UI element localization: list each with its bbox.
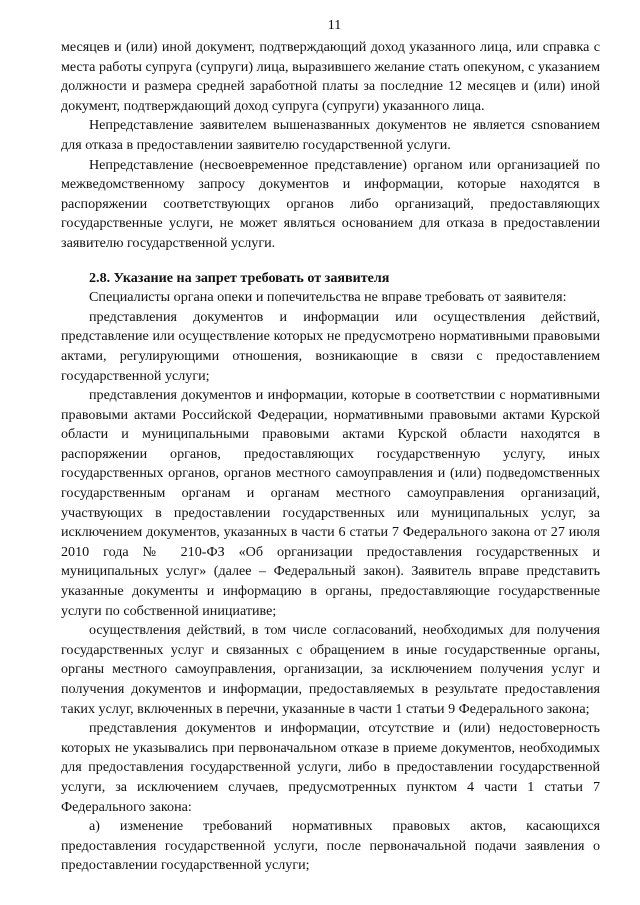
page-number: 11 xyxy=(327,18,342,33)
paragraph-income-document: месяцев и (или) иной документ, подтверждающий доход указанного лица, или справка с места работы супруга (супруги) лица, выразившего желание стать опекуном, с указанием должности и размера средней заработной платы за последние 12 месяцев и (или) иной документ, подтверждающий доход супруга (супруги) указанного лица. xyxy=(61,39,600,114)
paragraph-specialists-not-entitled: Специалисты органа опеки и попечительства не вправе требовать от заявителя: xyxy=(89,289,567,306)
list-item-a-changed-requirements: а) изменение требований нормативных правовых актов, касающихся предоставления государственной услуги, после первоначальной подачи заявления о предоставлении государственной услуги; xyxy=(61,818,600,874)
paragraph-non-submission-not-grounds: Непредставление заявителем вышеназванных документов не является сsnованием для отказа в предоставлении заявителю государственной услуги. xyxy=(61,117,600,153)
list-item-documents-not-required: представления документов и информации или осуществления действий, представление или осуществление которых не предусмотрено нормативными правовыми актами, регулирующими отношения, возникающие в связи с предоставлением государственной услуги; xyxy=(61,308,600,384)
paragraph-interdepartmental-request: Непредставление (несвоевременное представление) органом или организацией по межведомственному запросу документов и информации, которые находятся в распоряжении соответствующих органов либо организаций, предоставляющих государственные услуги, не может являться основанием для отказа в предоставлении заявителю государственной услуги. xyxy=(61,156,600,251)
list-item-documents-held-by-agencies: представления документов и информации, которые в соответствии с нормативными правовыми актами Российской Федерации, нормативными правовыми актами Курской области и муниципальными правовыми актами Курской области находятся в распоряжении органов, предоставляющих государственную услугу, иных государственных органов, органов местного самоуправления и (или) подведомственных государственным органам и органам местного самоуправления организаций, участвующих в предоставлении государственных или муниципальных услуг, за исключением документов, указанных в части 6 статьи 7 Федерального закона от 27 июля 2010 года № 210-ФЗ «Об организации предоставления государственных и муниципальных услуг» (далее – Федеральный закон). Заявитель вправе представить указанные документы и информацию в органы, предоставляющие государственные услуги по собственной инициативе; xyxy=(61,387,600,619)
list-item-documents-not-indicated: представления документов и информации, отсутствие и (или) недостоверность которых не указывались при первоначальном отказе в приеме документов, необходимых для предоставления государственной услуги, либо в предоставлении государственной услуги, за исключением случаев, предусмотренных пунктом 4 части 1 статьи 7 Федерального закона: xyxy=(61,720,600,815)
section-heading: 2.8. Указание на запрет требовать от заявителя xyxy=(89,269,390,286)
list-item-actions-approvals: осуществления действий, в том числе согласований, необходимых для получения государственных услуг и связанных с обращением в иные государственные органы, органы местного самоуправления, организации, за исключением получения услуг и получения документов и информации, предоставляемых в результате предоставления таких услуг, включенных в перечни, указанные в части 1 статьи 9 Федерального закона; xyxy=(61,622,600,717)
